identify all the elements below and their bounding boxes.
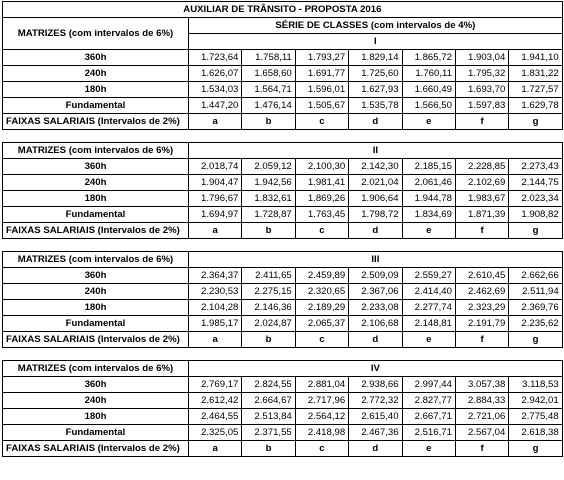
salary-cell: 2.414,40 bbox=[402, 284, 455, 300]
salary-cell: 2.938,66 bbox=[349, 377, 402, 393]
salary-cell: 2.369,76 bbox=[509, 300, 562, 316]
salary-cell: 2.024,87 bbox=[242, 316, 295, 332]
spacer-cell bbox=[3, 239, 563, 252]
class-numeral: II bbox=[189, 143, 563, 159]
faixa-letter: d bbox=[349, 114, 402, 130]
salary-cell: 1.983,67 bbox=[455, 191, 508, 207]
faixa-letter: f bbox=[455, 332, 508, 348]
table-row bbox=[3, 393, 563, 409]
salary-cell: 1.476,14 bbox=[242, 98, 295, 114]
salary-cell: 1.447,20 bbox=[189, 98, 242, 114]
salary-cell: 2.228,85 bbox=[455, 159, 508, 175]
faixa-letter: c bbox=[295, 332, 348, 348]
faixa-letter: a bbox=[189, 114, 242, 130]
row-label: 360h bbox=[3, 159, 189, 175]
salary-cell: 2.511,94 bbox=[509, 284, 562, 300]
title-row bbox=[3, 2, 563, 18]
salary-cell: 1.906,64 bbox=[349, 191, 402, 207]
salary-cell: 1.691,77 bbox=[295, 66, 348, 82]
salary-cell: 1.904,47 bbox=[189, 175, 242, 191]
table-row bbox=[3, 300, 563, 316]
salary-cell: 2.104,28 bbox=[189, 300, 242, 316]
faixa-letter: e bbox=[402, 223, 455, 239]
table-row bbox=[3, 159, 563, 175]
row-label: 180h bbox=[3, 300, 189, 316]
row-label: 180h bbox=[3, 191, 189, 207]
salary-cell: 1.981,41 bbox=[295, 175, 348, 191]
table-row bbox=[3, 268, 563, 284]
salary-cell: 2.146,36 bbox=[242, 300, 295, 316]
faixas-row bbox=[3, 114, 563, 130]
salary-cell: 1.627,93 bbox=[349, 82, 402, 98]
row-label: 360h bbox=[3, 268, 189, 284]
salary-cell: 2.513,84 bbox=[242, 409, 295, 425]
row-label: Fundamental bbox=[3, 425, 189, 441]
salary-cell: 1.660,49 bbox=[402, 82, 455, 98]
salary-cell: 2.235,62 bbox=[509, 316, 562, 332]
row-label: Fundamental bbox=[3, 316, 189, 332]
salary-cell: 2.721,06 bbox=[455, 409, 508, 425]
salary-cell: 1.694,97 bbox=[189, 207, 242, 223]
salary-cell: 2.323,29 bbox=[455, 300, 508, 316]
table-row bbox=[3, 191, 563, 207]
salary-cell: 2.367,06 bbox=[349, 284, 402, 300]
group-spacer bbox=[3, 239, 563, 252]
salary-cell: 3.057,38 bbox=[455, 377, 508, 393]
salary-cell: 2.100,30 bbox=[295, 159, 348, 175]
salary-cell: 2.275,15 bbox=[242, 284, 295, 300]
salary-cell: 2.102,69 bbox=[455, 175, 508, 191]
salary-cell: 1.564,71 bbox=[242, 82, 295, 98]
group-header-row bbox=[3, 361, 563, 377]
row-label: 180h bbox=[3, 409, 189, 425]
salary-cell: 1.658,60 bbox=[242, 66, 295, 82]
salary-cell: 2.273,43 bbox=[509, 159, 562, 175]
serie-label: SÉRIE DE CLASSES (com intervalos de 4%) bbox=[189, 18, 563, 34]
salary-cell: 2.824,55 bbox=[242, 377, 295, 393]
salary-cell: 1.626,07 bbox=[189, 66, 242, 82]
row-label: 240h bbox=[3, 66, 189, 82]
row-label: 360h bbox=[3, 377, 189, 393]
faixa-letter: d bbox=[349, 332, 402, 348]
salary-cell: 1.725,60 bbox=[349, 66, 402, 82]
salary-cell: 1.727,57 bbox=[509, 82, 562, 98]
salary-cell: 2.325,05 bbox=[189, 425, 242, 441]
group-spacer bbox=[3, 130, 563, 143]
salary-cell: 2.185,15 bbox=[402, 159, 455, 175]
salary-cell: 1.596,01 bbox=[295, 82, 348, 98]
salary-cell: 1.760,11 bbox=[402, 66, 455, 82]
salary-cell: 2.189,29 bbox=[295, 300, 348, 316]
table-row bbox=[3, 316, 563, 332]
faixa-letter: d bbox=[349, 223, 402, 239]
matrizes-label: MATRIZES (com intervalos de 6%) bbox=[3, 361, 189, 377]
salary-cell: 2.464,55 bbox=[189, 409, 242, 425]
faixa-letter: f bbox=[455, 223, 508, 239]
faixa-letter: g bbox=[509, 114, 562, 130]
salary-cell: 2.827,77 bbox=[402, 393, 455, 409]
salary-cell: 2.148,81 bbox=[402, 316, 455, 332]
salary-cell: 2.615,40 bbox=[349, 409, 402, 425]
group-spacer bbox=[3, 348, 563, 361]
salary-cell: 2.142,30 bbox=[349, 159, 402, 175]
spacer-cell bbox=[3, 130, 563, 143]
salary-cell: 1.597,83 bbox=[455, 98, 508, 114]
faixa-letter: a bbox=[189, 332, 242, 348]
salary-cell: 1.941,10 bbox=[509, 50, 562, 66]
salary-cell: 2.059,12 bbox=[242, 159, 295, 175]
salary-cell: 2.567,04 bbox=[455, 425, 508, 441]
salary-cell: 2.612,42 bbox=[189, 393, 242, 409]
faixa-letter: b bbox=[242, 114, 295, 130]
salary-cell: 1.832,61 bbox=[242, 191, 295, 207]
class-numeral: III bbox=[189, 252, 563, 268]
row-label: 240h bbox=[3, 284, 189, 300]
faixa-letter: e bbox=[402, 441, 455, 457]
salary-table-sheet bbox=[2, 1, 562, 457]
salary-cell: 2.371,55 bbox=[242, 425, 295, 441]
table-row bbox=[3, 175, 563, 191]
faixas-label: FAIXAS SALARIAIS (Intervalos de 2%) bbox=[3, 223, 189, 239]
faixa-letter: d bbox=[349, 441, 402, 457]
class-numeral: IV bbox=[189, 361, 563, 377]
salary-cell: 1.795,32 bbox=[455, 66, 508, 82]
salary-cell: 1.865,72 bbox=[402, 50, 455, 66]
row-label: 180h bbox=[3, 82, 189, 98]
salary-cell: 1.798,72 bbox=[349, 207, 402, 223]
table-row bbox=[3, 377, 563, 393]
salary-cell: 1.728,87 bbox=[242, 207, 295, 223]
salary-cell: 2.509,09 bbox=[349, 268, 402, 284]
faixa-letter: c bbox=[295, 114, 348, 130]
spacer-cell bbox=[3, 348, 563, 361]
faixa-letter: e bbox=[402, 114, 455, 130]
salary-cell: 2.459,89 bbox=[295, 268, 348, 284]
faixas-row bbox=[3, 223, 563, 239]
salary-cell: 1.566,50 bbox=[402, 98, 455, 114]
group-header-row bbox=[3, 18, 563, 34]
salary-table-body bbox=[3, 2, 563, 457]
table-row bbox=[3, 284, 563, 300]
table-row bbox=[3, 207, 563, 223]
salary-cell: 1.829,14 bbox=[349, 50, 402, 66]
table-row bbox=[3, 66, 563, 82]
salary-cell: 1.834,69 bbox=[402, 207, 455, 223]
salary-cell: 1.903,04 bbox=[455, 50, 508, 66]
faixa-letter: e bbox=[402, 332, 455, 348]
salary-cell: 2.144,75 bbox=[509, 175, 562, 191]
salary-cell: 2.772,32 bbox=[349, 393, 402, 409]
faixa-letter: f bbox=[455, 114, 508, 130]
salary-cell: 2.942,01 bbox=[509, 393, 562, 409]
salary-cell: 1.758,11 bbox=[242, 50, 295, 66]
matrizes-label: MATRIZES (com intervalos de 6%) bbox=[3, 18, 189, 50]
faixa-letter: a bbox=[189, 223, 242, 239]
salary-cell: 2.320,65 bbox=[295, 284, 348, 300]
salary-cell: 2.018,74 bbox=[189, 159, 242, 175]
salary-cell: 2.106,68 bbox=[349, 316, 402, 332]
salary-cell: 2.061,46 bbox=[402, 175, 455, 191]
faixa-letter: f bbox=[455, 441, 508, 457]
faixa-letter: c bbox=[295, 441, 348, 457]
salary-cell: 2.230,53 bbox=[189, 284, 242, 300]
salary-cell: 1.629,78 bbox=[509, 98, 562, 114]
salary-cell: 2.664,67 bbox=[242, 393, 295, 409]
faixa-letter: a bbox=[189, 441, 242, 457]
faixa-letter: b bbox=[242, 332, 295, 348]
salary-cell: 1.535,78 bbox=[349, 98, 402, 114]
faixas-label: FAIXAS SALARIAIS (Intervalos de 2%) bbox=[3, 114, 189, 130]
class-numeral: I bbox=[189, 34, 563, 50]
salary-cell: 1.942,56 bbox=[242, 175, 295, 191]
faixas-label: FAIXAS SALARIAIS (Intervalos de 2%) bbox=[3, 332, 189, 348]
salary-cell: 2.769,17 bbox=[189, 377, 242, 393]
salary-cell: 2.021,04 bbox=[349, 175, 402, 191]
table-title: AUXILIAR DE TRÂNSITO - PROPOSTA 2016 bbox=[3, 2, 563, 18]
salary-cell: 1.796,67 bbox=[189, 191, 242, 207]
salary-cell: 2.717,96 bbox=[295, 393, 348, 409]
faixa-letter: g bbox=[509, 332, 562, 348]
salary-cell: 1.944,78 bbox=[402, 191, 455, 207]
table-row bbox=[3, 50, 563, 66]
faixa-letter: g bbox=[509, 223, 562, 239]
matrizes-label: MATRIZES (com intervalos de 6%) bbox=[3, 252, 189, 268]
salary-cell: 1.763,45 bbox=[295, 207, 348, 223]
faixa-letter: c bbox=[295, 223, 348, 239]
row-label: Fundamental bbox=[3, 98, 189, 114]
faixa-letter: b bbox=[242, 223, 295, 239]
table-row bbox=[3, 409, 563, 425]
salary-cell: 1.831,22 bbox=[509, 66, 562, 82]
salary-cell: 2.462,69 bbox=[455, 284, 508, 300]
salary-cell: 1.908,82 bbox=[509, 207, 562, 223]
salary-cell: 2.662,66 bbox=[509, 268, 562, 284]
salary-cell: 2.997,44 bbox=[402, 377, 455, 393]
salary-cell: 2.775,48 bbox=[509, 409, 562, 425]
row-label: 240h bbox=[3, 393, 189, 409]
matrizes-label: MATRIZES (com intervalos de 6%) bbox=[3, 143, 189, 159]
table-row bbox=[3, 82, 563, 98]
salary-cell: 2.023,34 bbox=[509, 191, 562, 207]
faixa-letter: g bbox=[509, 441, 562, 457]
salary-cell: 2.364,37 bbox=[189, 268, 242, 284]
salary-cell: 2.277,74 bbox=[402, 300, 455, 316]
salary-cell: 2.467,36 bbox=[349, 425, 402, 441]
salary-cell: 2.191,79 bbox=[455, 316, 508, 332]
salary-cell: 1.534,03 bbox=[189, 82, 242, 98]
salary-cell: 1.793,27 bbox=[295, 50, 348, 66]
salary-table bbox=[2, 1, 563, 457]
salary-cell: 2.065,37 bbox=[295, 316, 348, 332]
table-row bbox=[3, 98, 563, 114]
salary-cell: 1.985,17 bbox=[189, 316, 242, 332]
salary-cell: 1.869,26 bbox=[295, 191, 348, 207]
group-header-row bbox=[3, 143, 563, 159]
salary-cell: 2.411,65 bbox=[242, 268, 295, 284]
row-label: Fundamental bbox=[3, 207, 189, 223]
salary-cell: 2.516,71 bbox=[402, 425, 455, 441]
salary-cell: 2.610,45 bbox=[455, 268, 508, 284]
salary-cell: 1.693,70 bbox=[455, 82, 508, 98]
faixas-row bbox=[3, 332, 563, 348]
faixa-letter: b bbox=[242, 441, 295, 457]
salary-cell: 2.559,27 bbox=[402, 268, 455, 284]
faixas-row bbox=[3, 441, 563, 457]
salary-cell: 3.118,53 bbox=[509, 377, 562, 393]
salary-cell: 1.723,64 bbox=[189, 50, 242, 66]
salary-cell: 2.564,12 bbox=[295, 409, 348, 425]
faixas-label: FAIXAS SALARIAIS (Intervalos de 2%) bbox=[3, 441, 189, 457]
salary-cell: 2.618,38 bbox=[509, 425, 562, 441]
salary-cell: 2.881,04 bbox=[295, 377, 348, 393]
salary-cell: 2.418,98 bbox=[295, 425, 348, 441]
table-row bbox=[3, 425, 563, 441]
row-label: 240h bbox=[3, 175, 189, 191]
salary-cell: 2.233,08 bbox=[349, 300, 402, 316]
salary-cell: 1.505,67 bbox=[295, 98, 348, 114]
salary-cell: 2.667,71 bbox=[402, 409, 455, 425]
row-label: 360h bbox=[3, 50, 189, 66]
group-header-row bbox=[3, 252, 563, 268]
salary-cell: 2.884,33 bbox=[455, 393, 508, 409]
salary-cell: 1.871,39 bbox=[455, 207, 508, 223]
